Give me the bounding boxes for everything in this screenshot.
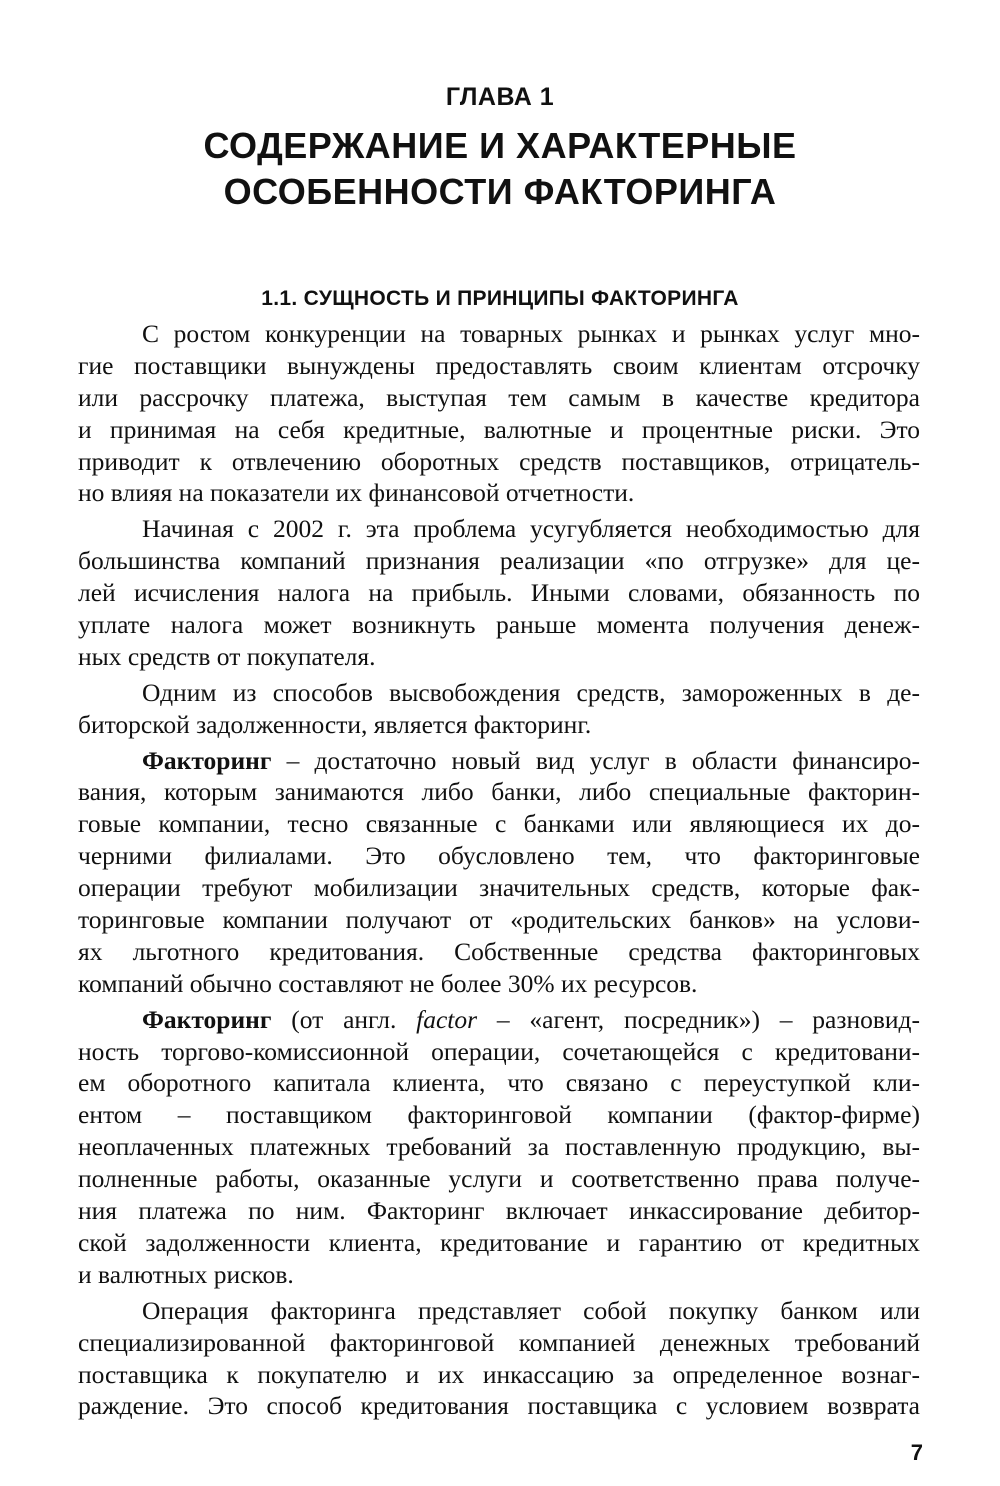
text-line: раждение. Это способ кредитования поставщика с условием возврата — [78, 1391, 920, 1421]
paragraph-definition — [78, 745, 920, 1000]
chapter-label: ГЛАВА 1 — [445, 83, 555, 111]
defined-term: Факторинг — [142, 745, 272, 775]
paragraph — [78, 677, 920, 741]
text-line: С ростом конкуренции на товарных рынках и рынках услуг мно- — [142, 319, 920, 348]
defined-term: Факторинг — [142, 1004, 272, 1034]
text-line: ентом – поставщиком факторинговой компании (фактор-фирме) — [78, 1100, 920, 1130]
text-line: или рассрочку платежа, выступая тем самым в качестве кредитора — [78, 382, 920, 412]
text-line: Факторинг (от англ. factor – «агент, посредник») – разновид- — [142, 1004, 920, 1034]
text-line: ской задолженности клиента, кредитование и гарантию от кредитных — [78, 1227, 920, 1257]
text-line: черними филиалами. Это обусловлено тем, что факторинговые — [78, 841, 920, 871]
text-line: ния платежа по ним. Факторинг включает инкассирование дебитор- — [78, 1196, 920, 1226]
text-line: приводит к отвлечению оборотных средств поставщиков, отрицатель- — [78, 446, 920, 476]
text-line: вания, которым занимаются либо банки, либо специальные факторин- — [78, 777, 920, 807]
page-number: 7 — [910, 1440, 923, 1465]
paragraph — [78, 1295, 920, 1423]
text-line: полненные работы, оказанные услуги и соответственно права получе- — [78, 1164, 920, 1194]
text-line: ность торгово-комиссионной операции, сочетающейся с кредитовани- — [78, 1036, 920, 1066]
text-line: специализированной факторинговой компанией денежных требований — [78, 1327, 920, 1357]
section-title: 1.1. СУЩНОСТЬ И ПРИНЦИПЫ ФАКТОРИНГА — [261, 287, 739, 310]
text-line: Одним из способов высвобождения средств, замороженных в де- — [142, 677, 920, 707]
text-line: уплате налога может возникнуть раньше момента получения денеж- — [78, 610, 920, 640]
paragraph — [78, 318, 920, 509]
text-line: компаний обычно составляют не более 30% их ресурсов. — [78, 968, 698, 998]
text-line: Операция факторинга представляет собой покупку банком или — [142, 1295, 920, 1325]
text-line: Начиная с 2002 г. эта проблема усугубляется необходимостью для — [142, 514, 920, 544]
text-line: ем оборотного капитала клиента, что связано с переуступкой кли- — [78, 1068, 920, 1098]
text-line: ных средств от покупателя. — [78, 641, 376, 671]
text-line: ях льготного кредитования. Собственные средства факторинговых — [78, 936, 920, 966]
chapter-title — [0, 123, 1000, 215]
body-text — [78, 318, 920, 1422]
text-line: неоплаченных платежных требований за поставленную продукцию, вы- — [78, 1132, 920, 1162]
chapter-title-line-2: ОСОБЕННОСТИ ФАКТОРИНГА — [223, 171, 777, 212]
text-line: и валютных рисков. — [78, 1259, 294, 1289]
foreign-word: factor — [416, 1004, 478, 1034]
text-line: гие поставщики вынуждены предоставлять своим клиентам отсрочку — [78, 350, 920, 380]
chapter-title-line-1: СОДЕРЖАНИЕ И ХАРАКТЕРНЫЕ — [203, 125, 797, 166]
text-line: Факторинг – достаточно новый вид услуг в области финансиро- — [142, 745, 920, 775]
paragraph-definition — [78, 1004, 920, 1291]
paragraph — [78, 513, 920, 672]
text-line: поставщика к покупателю и их инкассацию за определенное вознаг- — [78, 1359, 920, 1389]
text-line: торинговые компании получают от «родительских банков» на услови- — [78, 905, 920, 935]
text-line: биторской задолженности, является факторинг. — [78, 709, 592, 739]
text-line: но влияя на показатели их финансовой отчетности. — [78, 478, 635, 508]
text-line: большинства компаний признания реализации «по отгрузке» для це- — [78, 546, 920, 576]
text-line: операции требуют мобилизации значительных средств, которые фак- — [78, 873, 920, 903]
text-line: говые компании, тесно связанные с банками или являющиеся их до- — [78, 809, 920, 839]
text-line: и принимая на себя кредитные, валютные и процентные риски. Это — [78, 414, 920, 444]
text-line: лей исчисления налога на прибыль. Иными словами, обязанность по — [78, 578, 920, 608]
